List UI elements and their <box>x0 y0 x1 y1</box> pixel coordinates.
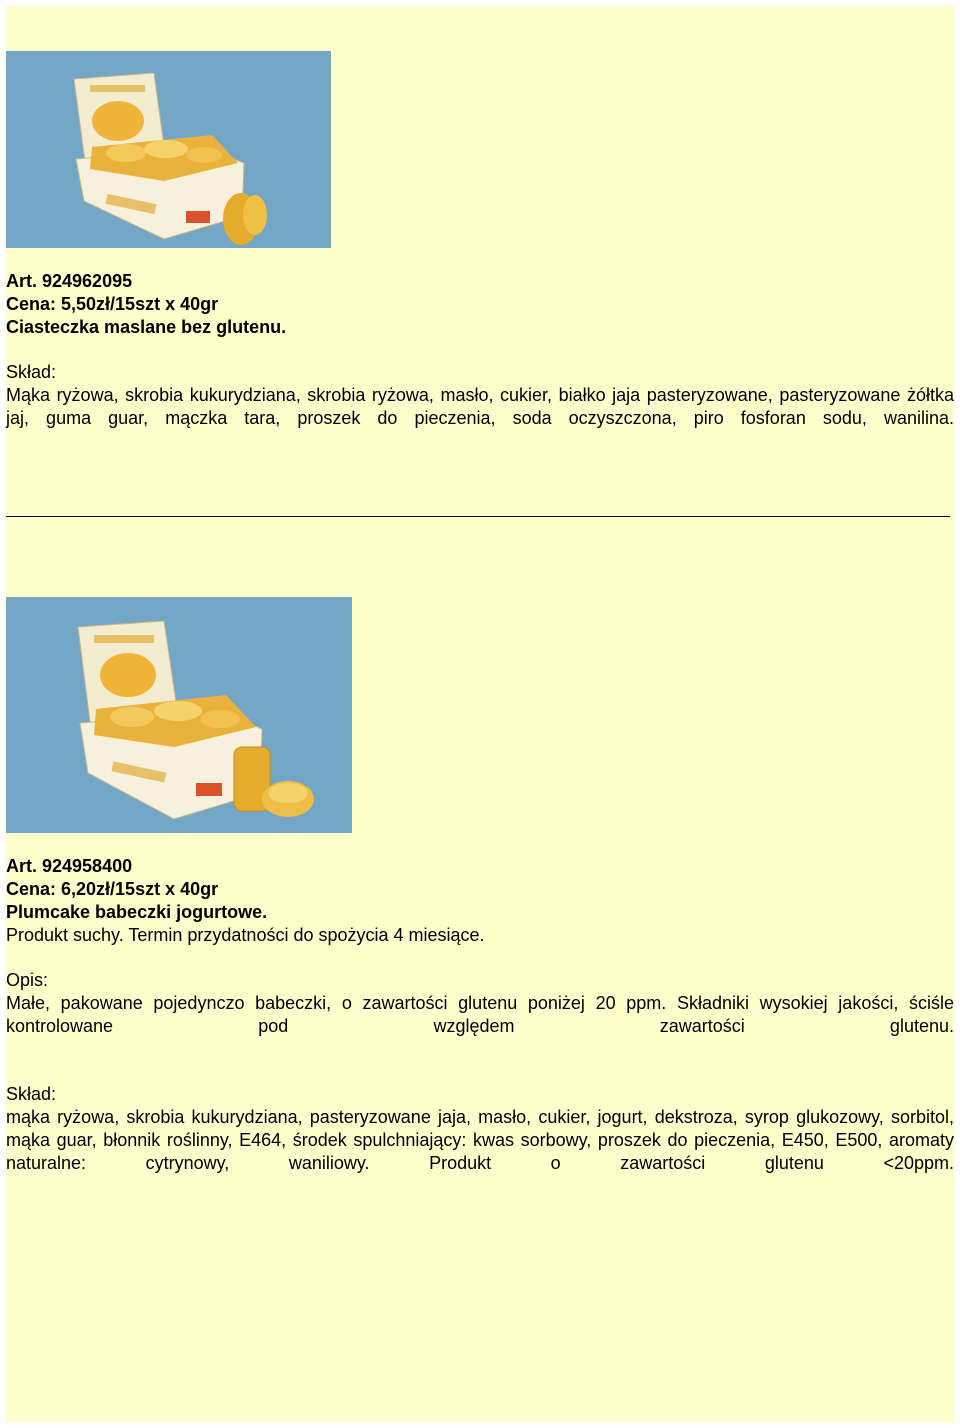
product-1-composition: Mąka ryżowa, skrobia kukurydziana, skrobia ryżowa, masło, cukier, białko jaja pasteryzowane, pasteryzowane żółtka jaj, guma guar, mączka tara, proszek do pieczenia, soda oczyszczona, piro fosforan sodu, wanilina. <box>6 385 954 428</box>
product-2-description: Małe, pakowane pojedynczo babeczki, o zawartości glutenu poniżej 20 ppm. Składniki wysokiej jakości, ściśle kontrolowane pod względem zawartości glutenu. <box>6 993 954 1036</box>
product-1-art: Art. 924962095 <box>6 271 133 291</box>
product-1-price: Cena: 5,50zł/15szt x 40gr <box>6 294 219 314</box>
cookie-box-image <box>6 51 331 248</box>
product-2-description-label: Opis: <box>6 970 49 990</box>
document-page <box>6 6 954 1422</box>
product-2-note: Produkt suchy. Termin przydatności do spożycia 4 miesiące. <box>6 925 485 945</box>
product-2-price: Cena: 6,20zł/15szt x 40gr <box>6 879 219 899</box>
product-2-composition: mąka ryżowa, skrobia kukurydziana, pasteryzowane jaja, masło, cukier, jogurt, dekstroza, syrop glukozowy, sorbitol, mąka guar, błonnik roślinny, E464, środek spulchniający: kwas sorbowy, proszek do pieczenia, E450, E500, aromaty naturalne: cytrynowy, waniliowy. Produkt o zawartości glutenu <20ppm. <box>6 1107 954 1173</box>
product-1-composition-label: Skład: <box>6 362 57 382</box>
product-2-art: Art. 924958400 <box>6 856 133 876</box>
product-2-composition-label: Skład: <box>6 1084 57 1104</box>
product-1-name: Ciasteczka maslane bez glutenu. <box>6 317 287 337</box>
product-1 <box>6 51 954 453</box>
product-2-name: Plumcake babeczki jogurtowe. <box>6 902 268 922</box>
plumcake-box-image <box>6 597 352 833</box>
product-1-photo <box>6 51 331 248</box>
product-2-photo <box>6 597 352 833</box>
section-divider <box>6 516 950 517</box>
product-2 <box>6 597 954 1198</box>
